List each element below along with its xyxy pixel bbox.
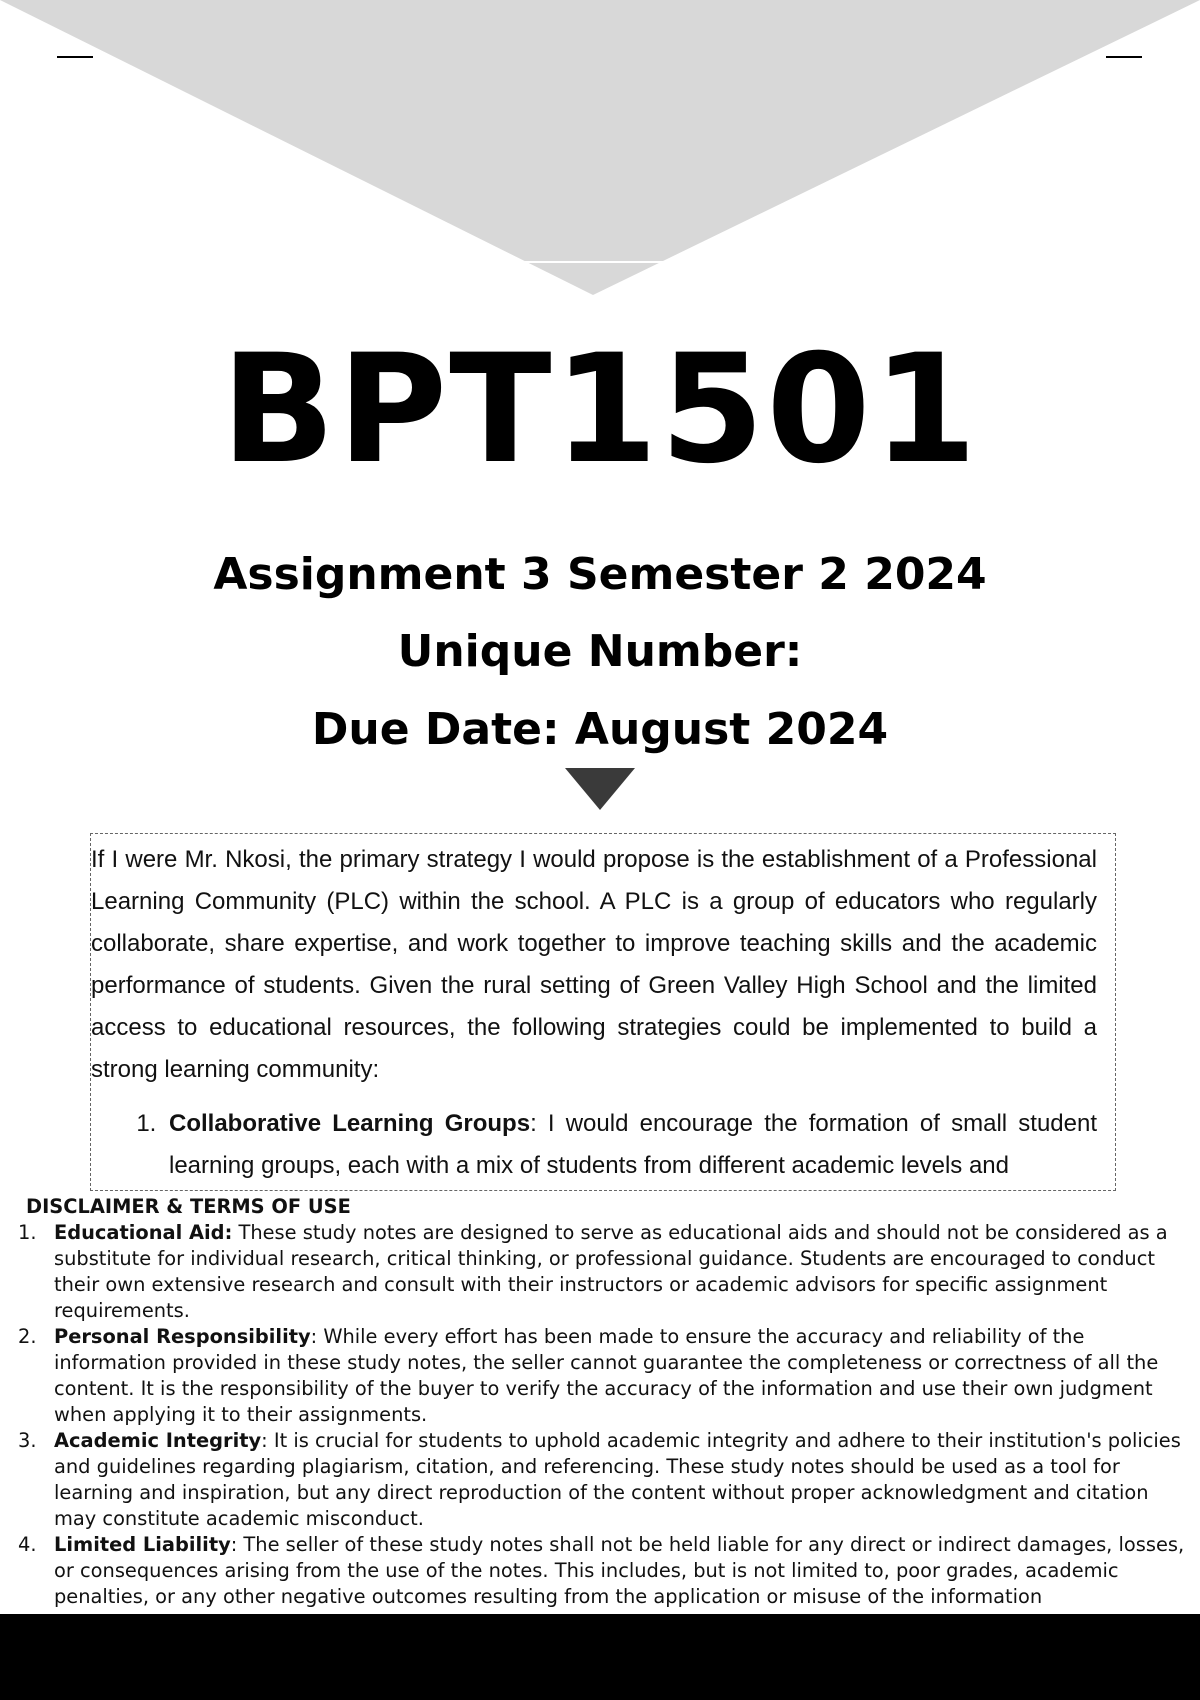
excerpt-content bbox=[91, 834, 1097, 1187]
disclaimer-item bbox=[0, 1220, 1186, 1324]
corner-rule-left bbox=[57, 56, 93, 58]
disclaimer-item-number: 2. bbox=[18, 1325, 37, 1348]
course-code-title: BPT1501 bbox=[220, 323, 980, 497]
disclaimer-item-title: Educational Aid: bbox=[54, 1221, 233, 1244]
due-date-label: Due Date: August 2024 bbox=[311, 704, 889, 755]
header-chevron-icon bbox=[0, 0, 1200, 300]
disclaimer-item-text: These study notes are designed to serve as educational aids and should not be considered as a substitute for individual research, critical thinking, or professional guidance. Students are encouraged to conduct their own extensive research and consult with their instructors or academic advisors for specific assignment requirements. bbox=[54, 1221, 1168, 1322]
disclaimer-item-number: 1. bbox=[18, 1221, 37, 1244]
excerpt-list bbox=[91, 1103, 1097, 1187]
disclaimer-item-text: : It is crucial for students to uphold academic integrity and adhere to their institution's policies and guidelines regarding plagiarism, citation, and referencing. These study notes should be used as a tool for learning and inspiration, but any direct reproduction of the content without proper acknowledgment and citation may constitute academic misconduct. bbox=[54, 1429, 1181, 1530]
assignment-title: Assignment 3 Semester 2 2024 bbox=[213, 549, 987, 600]
corner-rule-right bbox=[1106, 56, 1142, 58]
excerpt-list-item bbox=[163, 1103, 1097, 1187]
unique-number-label: Unique Number: bbox=[397, 626, 803, 677]
triangle-down-icon bbox=[565, 768, 635, 810]
disclaimer-title: DISCLAIMER & TERMS OF USE bbox=[26, 1195, 351, 1218]
footer-bar bbox=[0, 1614, 1200, 1700]
excerpt-paragraph: If I were Mr. Nkosi, the primary strategy I would propose is the establishment of a Professional Learning Community (PLC) within the school. A PLC is a group of educators who regularly collaborate, share expertise, and work together to improve teaching skills and the academic performance of students. Given the rural setting of Green Valley High School and the limited access to educational resources, the following strategies could be implemented to build a strong learning community: bbox=[91, 846, 1097, 1083]
disclaimer-item-title: Personal Responsibility bbox=[54, 1325, 311, 1348]
disclaimer-item-number: 3. bbox=[18, 1429, 37, 1452]
disclaimer-item bbox=[0, 1428, 1186, 1532]
excerpt-preview-box bbox=[90, 833, 1116, 1191]
disclaimer-item-text: : While every effort has been made to ensure the accuracy and reliability of the information provided in these study notes, the seller cannot guarantee the completeness or correctness of all the content. It is the responsibility of the buyer to verify the accuracy of the information and use their own judgment when applying it to their assignments. bbox=[54, 1325, 1159, 1426]
disclaimer-section bbox=[0, 1194, 1200, 1614]
disclaimer-list bbox=[0, 1220, 1200, 1610]
disclaimer-item bbox=[0, 1324, 1186, 1428]
excerpt-list-item-text: : I would encourage the formation of small student learning groups, each with a mix of students from different academic levels and bbox=[169, 1110, 1098, 1179]
disclaimer-item-title: Limited Liability bbox=[54, 1533, 231, 1556]
disclaimer-item-number: 4. bbox=[18, 1533, 37, 1556]
excerpt-list-item-title: Collaborative Learning Groups bbox=[169, 1110, 531, 1137]
disclaimer-item-title: Academic Integrity bbox=[54, 1429, 262, 1452]
disclaimer-item-text: : The seller of these study notes shall not be held liable for any direct or indirect damages, losses, or consequences arising from the use of the notes. This includes, but is not limited to, poor grades, academic penalties, or any other negative outcomes resulting from the application or misuse of the information bbox=[54, 1533, 1185, 1608]
disclaimer-item bbox=[0, 1532, 1186, 1610]
